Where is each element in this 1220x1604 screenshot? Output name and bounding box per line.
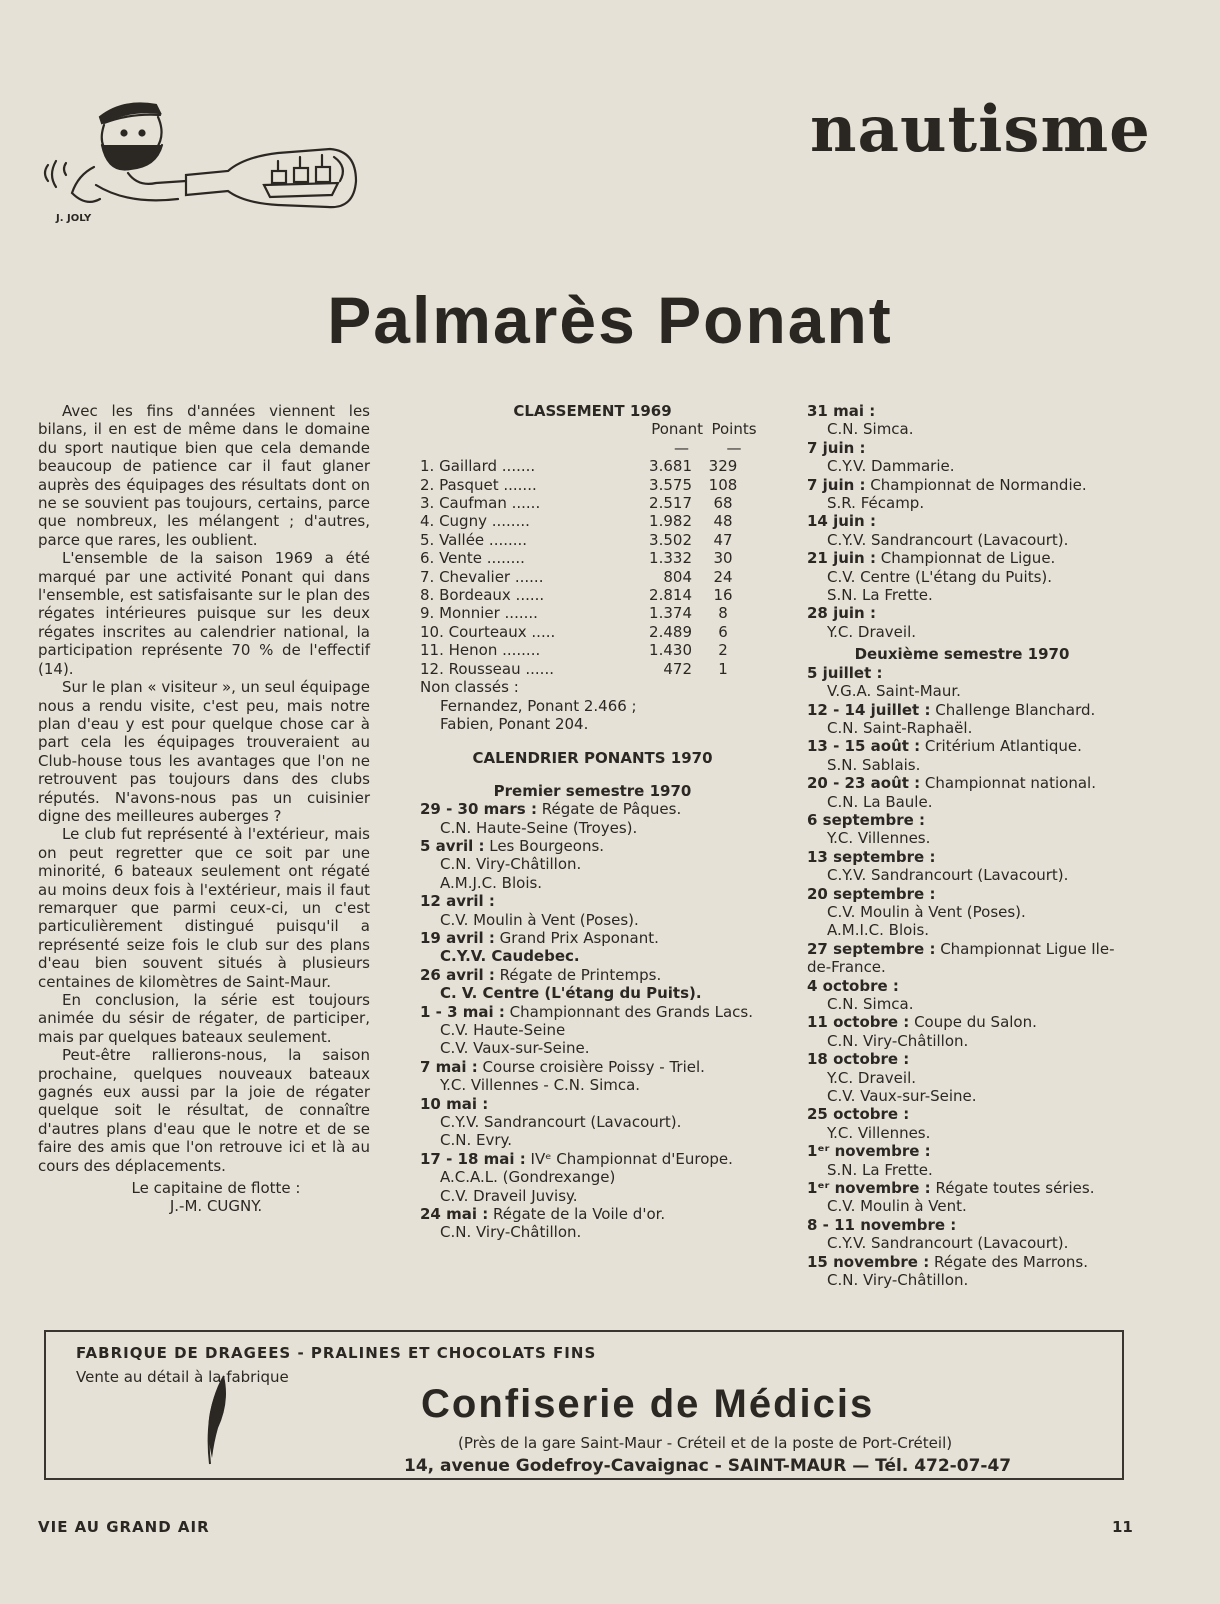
- calendar-list: [807, 402, 1117, 641]
- event-date: 7 juin :: [807, 475, 866, 494]
- event-venue: S.N. La Frette.: [827, 586, 933, 605]
- event-title: Grand Prix Asponant.: [494, 928, 659, 947]
- calendrier-heading: CALENDRIER PONANTS 1970: [472, 749, 713, 768]
- points-value: 30: [713, 549, 733, 568]
- calendar-event: [807, 977, 1117, 995]
- event-venue: V.G.A. Saint-Maur.: [827, 682, 961, 701]
- classement-row: [420, 623, 765, 641]
- calendar-event: [807, 1142, 1117, 1160]
- event-venue: C.Y.V. Sandrancourt (Lavacourt).: [827, 1234, 1069, 1253]
- non-classes-label: Non classés :: [420, 678, 519, 697]
- event-date: 11 octobre :: [807, 1013, 910, 1032]
- event-title: Coupe du Salon.: [909, 1013, 1037, 1032]
- calendar-event: [807, 1216, 1117, 1234]
- event-venue: S.N. La Frette.: [827, 1160, 933, 1179]
- event-date: 18 octobre :: [807, 1050, 910, 1069]
- calendar-event: [807, 701, 1117, 719]
- article-column: [38, 402, 370, 1216]
- advertisement-box: [44, 1330, 1124, 1480]
- calendar-event: [420, 966, 765, 984]
- event-venue: C. V. Centre (L'étang du Puits).: [440, 984, 702, 1003]
- event-venue: C.N. La Baule.: [827, 792, 933, 811]
- event-venue: S.R. Fécamp.: [827, 494, 925, 513]
- calendar-event: [807, 811, 1117, 829]
- event-venue: C.N. Simca.: [827, 420, 914, 439]
- event-date: 13 - 15 août :: [807, 737, 921, 756]
- event-date: 7 juin :: [807, 438, 866, 457]
- calendar-event: [807, 664, 1117, 682]
- event-venue: C.Y.V. Caudebec.: [440, 947, 580, 966]
- ponant-value: 2.814: [649, 586, 692, 605]
- classement-header-row: [420, 420, 765, 438]
- event-venue: S.N. Sablais.: [827, 755, 921, 774]
- event-title: Régate de Pâques.: [536, 800, 682, 819]
- event-title: Championnat national.: [920, 774, 1096, 793]
- ponant-value: 804: [663, 567, 692, 586]
- non-classes-item: Fernandez, Ponant 2.466 ;: [440, 696, 637, 715]
- calendar-event: [807, 1050, 1117, 1068]
- event-date: 24 mai :: [420, 1205, 489, 1224]
- ponant-value: 3.502: [649, 530, 692, 549]
- points-value: 47: [713, 530, 733, 549]
- calendar-event: [420, 1205, 765, 1223]
- ad-location-note: (Près de la gare Saint-Maur - Créteil et de la poste de Port-Créteil): [458, 1434, 953, 1452]
- event-date: 13 septembre :: [807, 847, 936, 866]
- event-date: 1ᵉʳ novembre :: [807, 1142, 931, 1161]
- classement-name: 1. Gaillard .......: [420, 457, 536, 476]
- classement-name: 6. Vente ........: [420, 549, 525, 568]
- ponant-col-header: Ponant: [651, 420, 703, 439]
- calendar-event: [807, 1253, 1117, 1271]
- event-venue: C.V. Moulin à Vent (Poses).: [440, 910, 639, 929]
- points-value: 108: [708, 475, 738, 494]
- ponant-value: 1.374: [649, 604, 692, 623]
- classement-table: [420, 457, 765, 678]
- classement-row: [420, 568, 765, 586]
- calendar-event: [807, 737, 1117, 755]
- event-date: 10 mai :: [420, 1094, 489, 1113]
- points-col-header: Points: [711, 420, 757, 439]
- semester-heading: Premier semestre 1970: [493, 781, 692, 800]
- ponant-value: 1.332: [649, 549, 692, 568]
- event-date: 12 - 14 juillet :: [807, 700, 931, 719]
- classement-row: [420, 604, 765, 622]
- footer-publication: VIE AU GRAND AIR: [38, 1518, 210, 1536]
- event-date: 27 septembre :: [807, 939, 936, 958]
- event-date: 8 - 11 novembre :: [807, 1215, 957, 1234]
- ponant-value: 2.489: [649, 622, 692, 641]
- ad-products: FABRIQUE DE DRAGEES - PRALINES ET CHOCOLATS FINS: [76, 1344, 597, 1362]
- calendar-event: [420, 1150, 765, 1168]
- illustration-signature: J. JOLY: [56, 213, 92, 224]
- calendar-event: [807, 512, 1117, 530]
- event-venue: C.V. Moulin à Vent (Poses).: [827, 902, 1026, 921]
- event-venue: Y.C. Villennes.: [827, 1123, 931, 1142]
- points-value: 24: [713, 567, 733, 586]
- points-value: 68: [713, 494, 733, 513]
- ponant-value: 3.681: [649, 457, 692, 476]
- points-value: 16: [713, 586, 733, 605]
- event-date: 25 octobre :: [807, 1105, 910, 1124]
- event-date: 28 juin :: [807, 604, 876, 623]
- classement-name: 7. Chevalier ......: [420, 567, 544, 586]
- calendar-event: [807, 1013, 1117, 1031]
- calendar-list: [420, 800, 765, 1242]
- section-heading: nautisme: [810, 92, 1151, 167]
- article-paragraph: En conclusion, la série est toujours animée du sésir de régater, de participer, mais par quelques bateaux seulement.: [38, 991, 370, 1046]
- non-classes-item: Fabien, Ponant 204.: [440, 714, 589, 733]
- ad-company-name: Confiserie de Médicis: [421, 1382, 875, 1426]
- ad-address: 14, avenue Godefroy-Cavaignac - SAINT-MAUR — Tél. 472-07-47: [404, 1456, 1012, 1476]
- classement-name: 11. Henon ........: [420, 641, 541, 660]
- points-value: 6: [718, 622, 728, 641]
- calendar-column: [807, 402, 1117, 1290]
- ad-sales-note: Vente au détail à la fabrique: [76, 1368, 289, 1386]
- signature-name: J.-M. CUGNY.: [169, 1197, 263, 1216]
- event-venue: A.M.J.C. Blois.: [440, 873, 543, 892]
- event-date: 12 avril :: [420, 892, 495, 911]
- classement-name: 5. Vallée ........: [420, 530, 528, 549]
- event-venue: C.N. Evry.: [440, 1131, 513, 1150]
- event-venue: Y.C. Villennes.: [827, 829, 931, 848]
- event-title: Régate de la Voile d'or.: [488, 1205, 666, 1224]
- classement-row: [420, 641, 765, 659]
- ponant-value: 3.575: [649, 475, 692, 494]
- event-date: 6 septembre :: [807, 810, 926, 829]
- calendar-event: [420, 1003, 765, 1021]
- event-venue: C.V. Vaux-sur-Seine.: [827, 1087, 977, 1106]
- event-date: 20 - 23 août :: [807, 774, 921, 793]
- classement-row: [420, 494, 765, 512]
- event-title: Régate toutes séries.: [930, 1179, 1095, 1198]
- event-title: Régate des Marrons.: [929, 1252, 1089, 1271]
- article-paragraph: Peut-être rallierons-nous, la saison prochaine, quelques nouveaux bateaux gagnés eux aussi par la joie de régater quelque soit le résultat, de connaître d'autres plans d'eau que le notre et de se faire des amis que l'on retrouve ici et là au cours des déplacements.: [38, 1046, 370, 1175]
- calendar-event: [807, 885, 1117, 903]
- event-venue: A.M.I.C. Blois.: [827, 921, 930, 940]
- event-venue: C.Y.V. Sandrancourt (Lavacourt).: [440, 1113, 682, 1132]
- event-venue: Y.C. Draveil.: [827, 1068, 917, 1087]
- event-venue: C.N. Viry-Châtillon.: [827, 1271, 969, 1290]
- event-date: 29 - 30 mars :: [420, 800, 537, 819]
- event-venue: C.V. Draveil Juvisy.: [440, 1186, 578, 1205]
- event-venue: C.V. Haute-Seine: [440, 1021, 566, 1039]
- calendar-event: [807, 476, 1117, 494]
- ponant-value: 1.982: [649, 512, 692, 531]
- classement-name: 8. Bordeaux ......: [420, 586, 545, 605]
- event-title: Régate de Printemps.: [494, 965, 662, 984]
- calendar-event: [807, 940, 1117, 977]
- classement-name: 3. Caufman ......: [420, 494, 541, 513]
- event-venue: A.C.A.L. (Gondrexange): [440, 1168, 616, 1187]
- calendar-event: [420, 929, 765, 947]
- event-venue: C.V. Centre (L'étang du Puits).: [827, 567, 1053, 586]
- event-venue: C.N. Viry-Châtillon.: [440, 1223, 582, 1242]
- classement-row: [420, 457, 765, 475]
- event-title: Les Bourgeons.: [484, 836, 605, 855]
- calendar-event: [807, 1179, 1117, 1197]
- event-venue: C.N. Simca.: [827, 995, 914, 1013]
- event-title: Championnat de Ligue.: [875, 549, 1056, 568]
- classement-name: 4. Cugny ........: [420, 512, 530, 531]
- ponant-value: 2.517: [649, 494, 692, 513]
- event-venue: C.Y.V. Sandrancourt (Lavacourt).: [827, 866, 1069, 885]
- event-date: 31 mai :: [807, 402, 876, 420]
- calendar-event: [807, 549, 1117, 567]
- event-title: IVᵉ Championnat d'Europe.: [525, 1149, 733, 1168]
- event-date: 7 mai :: [420, 1057, 478, 1076]
- ponant-value: 472: [663, 659, 692, 678]
- article-paragraph: Le club fut représenté à l'extérieur, mais on peut regretter que ce soit par une minorité, 6 bateaux seulement ont régaté au moins deux fois à l'extérieur, mais il faut remarquer que parmi ceux-ci, un c'est particulièrement distingué puisqu'il a représenté seize fois le club sur des plans d'eau bien souvent situés à plusieurs centaines de kilomètres de Saint-Maur.: [38, 825, 370, 991]
- event-venue: Y.C. Villennes - C.N. Simca.: [440, 1076, 641, 1095]
- calendar-event: [420, 837, 765, 855]
- article-paragraph: Sur le plan « visiteur », un seul équipage nous a rendu visite, c'est peu, mais notre plan d'eau y est pour quelque chose car à part cela les équipages trouveraient au Club-house tous les avantages que l'on ne retrouvent pas toujours dans des clubs réputés. N'avons-nous pas un cuisinier digne des meilleures auberges ?: [38, 678, 370, 825]
- event-venue: C.V. Vaux-sur-Seine.: [440, 1039, 590, 1058]
- classement-dash-row: [420, 439, 765, 457]
- calendar-event: [807, 604, 1117, 622]
- points-value: 48: [713, 512, 733, 531]
- event-date: 1 - 3 mai :: [420, 1002, 505, 1021]
- points-value: 1: [718, 659, 728, 678]
- points-value: 8: [718, 604, 728, 623]
- event-date: 21 juin :: [807, 549, 876, 568]
- calendar-list: [807, 664, 1117, 1290]
- event-title: Championnat Ligue Ile-de-France.: [807, 939, 1115, 977]
- classement-row: [420, 531, 765, 549]
- calendar-event: [807, 1105, 1117, 1123]
- semester-heading: Deuxième semestre 1970: [854, 645, 1070, 664]
- event-date: 17 - 18 mai :: [420, 1149, 526, 1168]
- event-title: Course croisière Poissy - Triel.: [477, 1057, 705, 1076]
- event-title: Challenge Blanchard.: [930, 700, 1096, 719]
- classement-heading: CLASSEMENT 1969: [513, 402, 672, 420]
- event-venue: C.N. Viry-Châtillon.: [827, 1031, 969, 1050]
- calendar-event: [420, 1058, 765, 1076]
- event-date: 5 juillet :: [807, 663, 883, 682]
- event-date: 4 octobre :: [807, 976, 899, 995]
- points-dash: —: [726, 438, 742, 457]
- classement-row: [420, 586, 765, 604]
- feather-icon: [196, 1372, 236, 1467]
- calendar-event: [807, 439, 1117, 457]
- ponant-dash: —: [674, 438, 689, 457]
- page-number: 11: [1112, 1518, 1133, 1536]
- classement-row: [420, 476, 765, 494]
- event-venue: Y.C. Draveil.: [827, 622, 917, 641]
- article-paragraph: Avec les fins d'années viennent les bilans, il en est de même dans le domaine du sport nautique bien que cela demande beaucoup de patience car il faut glaner auprès des équipages des résultats dont on ne se souvient pas toujours, certains, parce que nombreux, les mélangent ; d'autres, parce que rares, les oublient.: [38, 402, 370, 549]
- ponant-value: 1.430: [649, 641, 692, 660]
- signature-role: Le capitaine de flotte :: [131, 1179, 301, 1198]
- event-title: Championnant des Grands Lacs.: [504, 1002, 753, 1021]
- calendar-event: [420, 800, 765, 818]
- points-value: 2: [718, 641, 728, 660]
- points-value: 329: [708, 457, 738, 476]
- calendar-event: [807, 774, 1117, 792]
- event-venue: C.Y.V. Sandrancourt (Lavacourt).: [827, 530, 1069, 549]
- event-venue: C.N. Saint-Raphaël.: [827, 718, 973, 737]
- event-date: 20 septembre :: [807, 884, 936, 903]
- classement-name: 9. Monnier .......: [420, 604, 538, 623]
- sailor-bottle-illustration: [38, 95, 373, 230]
- calendar-event: [807, 848, 1117, 866]
- article-paragraph: L'ensemble de la saison 1969 a été marqué par une activité Ponant qui dans l'ensemble, est satisfaisante sur le plan des régates intérieures puisque sur les deux régates inscrites au calendrier national, la participation représente 70 % de l'effectif (14).: [38, 549, 370, 678]
- event-venue: C.V. Moulin à Vent.: [827, 1197, 967, 1216]
- event-venue: C.Y.V. Dammarie.: [827, 457, 955, 476]
- classement-row: [420, 660, 765, 678]
- classement-name: 12. Rousseau ......: [420, 659, 554, 678]
- calendar-event: [420, 892, 765, 910]
- event-date: 5 avril :: [420, 836, 485, 855]
- event-date: 1ᵉʳ novembre :: [807, 1179, 931, 1198]
- calendar-event: [807, 402, 1117, 420]
- calendar-event: [420, 1095, 765, 1113]
- classement-row: [420, 549, 765, 567]
- event-title: Championnat de Normandie.: [865, 475, 1087, 494]
- event-date: 19 avril :: [420, 928, 495, 947]
- event-title: Critérium Atlantique.: [920, 737, 1082, 756]
- event-date: 14 juin :: [807, 512, 876, 531]
- classement-column: [420, 402, 765, 1242]
- classement-row: [420, 512, 765, 530]
- event-date: 15 novembre :: [807, 1252, 930, 1271]
- page-title: Palmarès Ponant: [327, 283, 893, 357]
- event-date: 26 avril :: [420, 965, 495, 984]
- event-venue: C.N. Viry-Châtillon.: [440, 855, 582, 874]
- event-venue: C.N. Haute-Seine (Troyes).: [440, 818, 638, 837]
- classement-name: 10. Courteaux .....: [420, 622, 556, 641]
- classement-name: 2. Pasquet .......: [420, 475, 537, 494]
